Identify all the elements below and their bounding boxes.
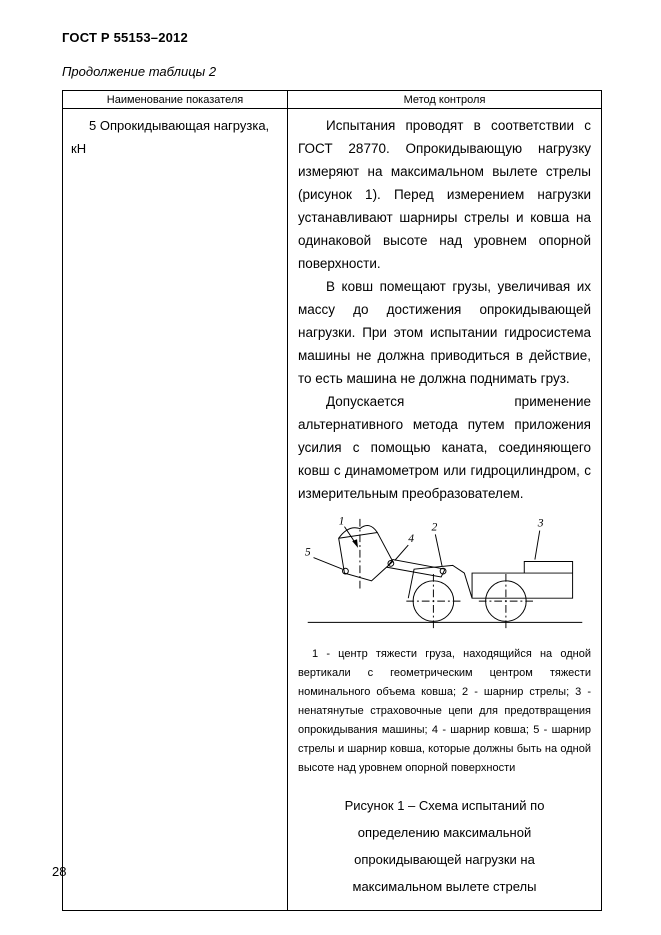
cell-method bbox=[288, 109, 601, 910]
figure-caption: Рисунок 1 – Схема испытаний по определению максимальной опрокидывающей нагрузки на максимальном вылете стрелы bbox=[344, 798, 545, 894]
figure-label-5: 5 bbox=[304, 545, 311, 559]
table-header-row bbox=[63, 91, 601, 109]
page-number: 28 bbox=[52, 864, 67, 879]
indicator-unit: кН bbox=[71, 141, 87, 156]
table-2 bbox=[62, 90, 602, 911]
figure-legend: 1 - центр тяжести груза, находящийся на одной вертикали с геометрическим центром тяжести номинального объема ковша; 2 - шарнир стрелы; 3 - ненатянутые страховочные цепи для предотвращения опрокидывания машины; 4 - шарнир ковша; 5 - шарнир стрелы и шарнир ковша, которые должны быть на одной высоте над уровнем опорной поверхности bbox=[298, 648, 591, 774]
column-header-indicator: Наименование показателя bbox=[63, 91, 288, 108]
figure-label-3: 3 bbox=[537, 516, 544, 530]
indicator-name: 5 Опрокидывающая нагрузка, bbox=[89, 118, 270, 133]
loader-schematic bbox=[300, 513, 590, 637]
figure-label-4: 4 bbox=[407, 532, 414, 546]
figure-label-2: 2 bbox=[430, 520, 437, 534]
method-paragraph-3: Допускается применение альтернативного метода путем приложения усилия с помощью каната, соединяющего ковш с динамометром или гидроцилиндром, с измерительным преобразователем. bbox=[298, 394, 591, 501]
figure-label-1: 1 bbox=[338, 514, 344, 528]
doc-code: ГОСТ Р 55153–2012 bbox=[62, 30, 188, 45]
cell-indicator bbox=[63, 109, 288, 910]
column-header-method: Метод контроля bbox=[403, 94, 486, 106]
table-continuation-label: Продолжение таблицы 2 bbox=[62, 64, 217, 79]
method-paragraph-1: Испытания проводят в соответствии с ГОСТ 28770. Опрокидывающую нагрузку измеряют на максимальном вылете стрелы (рисунок 1). Перед измерением нагрузки устанавливают шарниры стрелы и ковша на одинаковой высоте над уровнем опорной поверхности. bbox=[298, 118, 591, 271]
figure-1 bbox=[298, 513, 591, 637]
method-paragraph-2: В ковш помещают грузы, увеличивая их массу до достижения опрокидывающей нагрузки. При этом испытании гидросистема машины не должна приводиться в действие, то есть машина не должна поднимать груз. bbox=[298, 279, 591, 386]
table-row bbox=[63, 109, 601, 910]
